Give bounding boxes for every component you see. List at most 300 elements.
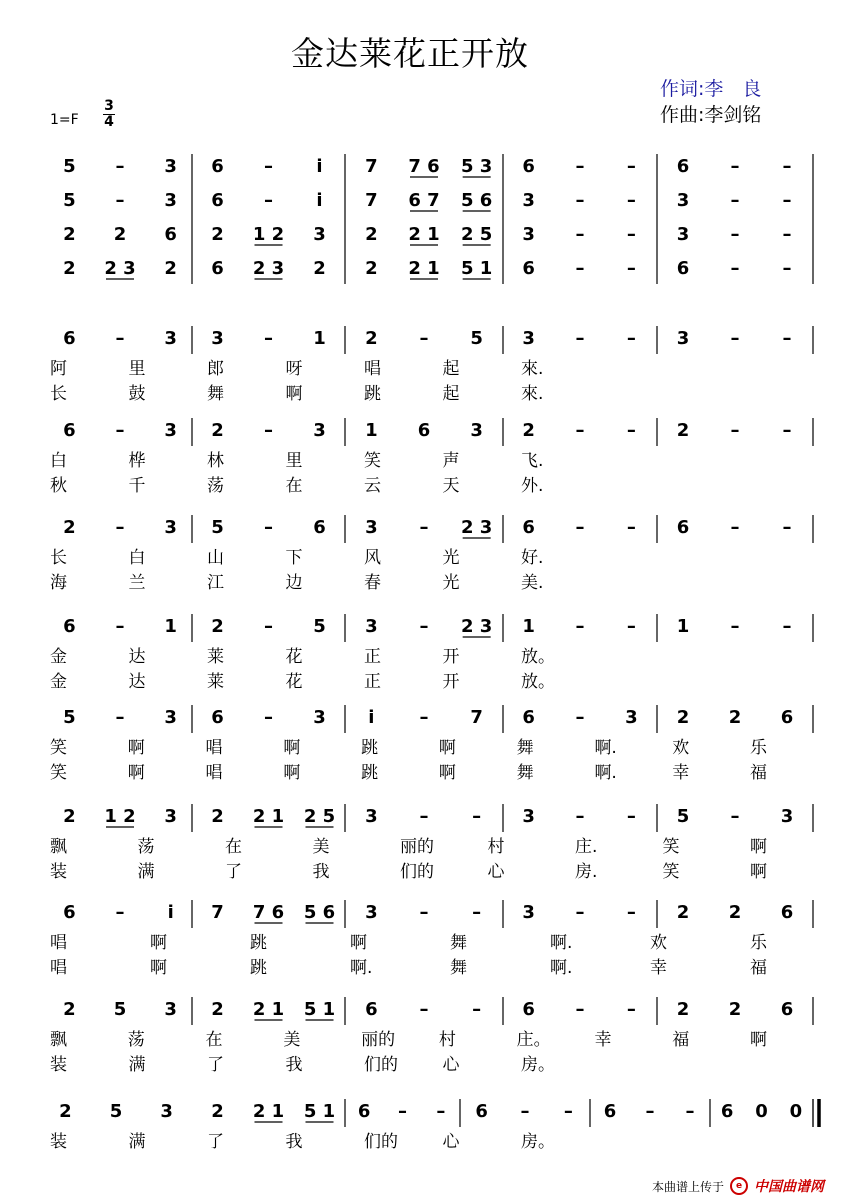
lyric-syllable: 啊 <box>150 933 167 953</box>
note: 6 <box>780 902 794 923</box>
lyric-syllable: 乐 <box>750 738 767 758</box>
note: 2 <box>211 806 224 827</box>
lyric-syllable: 跳 <box>364 384 381 404</box>
lyric-syllable: 边 <box>285 573 303 593</box>
lyric-syllable: 天 <box>442 476 460 496</box>
lyric-syllable: 荡 <box>137 837 155 857</box>
note: – <box>575 420 585 441</box>
note: 6 <box>676 517 690 538</box>
note: – <box>563 1101 573 1122</box>
note: – <box>575 328 585 349</box>
lyric-syllable: 正 <box>364 672 381 692</box>
note: 3 <box>211 328 224 349</box>
lyric-syllable: 來. <box>521 384 544 404</box>
note: 2 5 <box>461 224 493 245</box>
note: – <box>264 420 273 441</box>
lyric-syllable: 长 <box>50 384 67 404</box>
note: 2 3 <box>104 258 136 279</box>
lyric-syllable: 舞 <box>450 933 467 953</box>
lyric-syllable: 笑 <box>50 738 67 758</box>
note: – <box>115 328 125 349</box>
note: 3 <box>313 224 326 245</box>
lyric-syllable: 飘 <box>50 1030 67 1050</box>
key-signature: 1=F <box>50 112 79 128</box>
lyric-syllable: 唱 <box>50 958 67 978</box>
lyric-syllable: 长 <box>50 548 67 568</box>
note: 5 <box>63 190 76 211</box>
lyric-syllable: 放。 <box>521 647 555 667</box>
lyric-syllable: 声 <box>442 451 460 471</box>
note: – <box>115 190 125 211</box>
lyric-syllable: 啊 <box>438 738 456 758</box>
note: – <box>419 328 429 349</box>
footer-text: 本曲谱上传于 <box>652 1179 725 1194</box>
lyric-syllable: 美 <box>283 1030 301 1050</box>
lyric-syllable: 放。 <box>521 672 555 692</box>
lyric-syllable: 光 <box>442 548 460 568</box>
lyric-syllable: 千 <box>128 476 146 496</box>
note: – <box>115 902 125 923</box>
lyric-syllable: 飞. <box>521 451 544 471</box>
note: 5 <box>63 156 76 177</box>
note: – <box>575 806 585 827</box>
note: – <box>472 902 482 923</box>
lyric-syllable: 幸 <box>672 763 690 783</box>
note: 6 <box>365 999 378 1020</box>
note: 5 <box>470 328 483 349</box>
note: 0 <box>789 1101 803 1122</box>
lyric-syllable: 下 <box>285 548 303 568</box>
lyric-syllable: 林 <box>207 451 224 471</box>
note: 3 <box>365 902 378 923</box>
note: 5 1 <box>303 1101 336 1122</box>
note: 7 <box>365 190 378 211</box>
note: 6 <box>780 707 794 728</box>
lyric-syllable: 金 <box>50 672 67 692</box>
lyric-syllable: 跳 <box>250 958 267 978</box>
note: 2 <box>211 224 224 245</box>
note: 2 <box>63 258 76 279</box>
note: 5 <box>211 517 224 538</box>
note: 2 1 <box>252 806 285 827</box>
lyric-syllable: 荡 <box>207 476 224 496</box>
note: 6 <box>780 999 794 1020</box>
lyric-syllable: 啊. <box>594 738 617 758</box>
note: 2 <box>211 999 224 1020</box>
note: – <box>264 328 273 349</box>
note: 3 <box>625 707 638 728</box>
note: – <box>115 420 125 441</box>
lyric-syllable: 欢 <box>672 738 690 758</box>
note: – <box>419 999 429 1020</box>
note: 2 <box>676 420 690 441</box>
note: 2 <box>676 902 690 923</box>
lyric-syllable: 春 <box>364 573 381 593</box>
lyric-syllable: 跳 <box>361 763 379 783</box>
lyric-syllable: 福 <box>672 1030 690 1050</box>
note: – <box>398 1101 407 1122</box>
note: 3 <box>313 707 326 728</box>
note: 3 <box>164 806 177 827</box>
note: i <box>167 902 174 923</box>
lyric-syllable: 啊 <box>127 738 145 758</box>
note: 5 6 <box>461 190 493 211</box>
note: 2 <box>63 224 76 245</box>
lyric-syllable: 白 <box>128 548 146 568</box>
note: 6 <box>211 190 224 211</box>
note: 1 <box>313 328 326 349</box>
note: – <box>626 517 636 538</box>
note: 3 <box>313 420 326 441</box>
lyric-syllable: 郎 <box>207 359 224 379</box>
note: 3 <box>676 190 690 211</box>
lyric-syllable: 笑 <box>364 451 381 471</box>
note: 2 1 <box>252 999 285 1020</box>
lyric-syllable: 装 <box>50 1132 67 1152</box>
note: 2 <box>676 707 690 728</box>
note: 3 <box>365 806 378 827</box>
lyric-syllable: 啊 <box>285 384 303 404</box>
lyric-syllable: 起 <box>442 359 460 379</box>
lyric-syllable: 庄. <box>575 837 598 857</box>
lyric-syllable: 金 <box>50 647 67 667</box>
note: – <box>115 156 125 177</box>
note: – <box>730 258 740 279</box>
lyric-syllable: 丽的 <box>361 1030 396 1050</box>
note: – <box>575 902 585 923</box>
lyric-syllable: 在 <box>285 476 303 496</box>
note: – <box>472 806 482 827</box>
note: 3 <box>164 999 177 1020</box>
note: 3 <box>164 420 177 441</box>
lyric-syllable: 开 <box>442 672 460 692</box>
note: 3 <box>164 707 177 728</box>
lyric-syllable: 啊. <box>594 763 617 783</box>
note: 5 <box>676 806 690 827</box>
lyric-syllable: 啊 <box>750 862 767 882</box>
note: 6 <box>676 156 690 177</box>
note: 2 <box>365 328 378 349</box>
note: 6 <box>475 1101 488 1122</box>
note: 6 <box>211 258 224 279</box>
note: – <box>730 616 740 637</box>
note: 6 <box>522 999 535 1020</box>
lyric-syllable: 跳 <box>250 933 267 953</box>
note: – <box>730 517 740 538</box>
lyric-syllable: 啊 <box>750 1030 767 1050</box>
note: – <box>626 224 636 245</box>
lyric-syllable: 啊 <box>283 763 301 783</box>
note: 0 <box>755 1101 768 1122</box>
note: 5 <box>113 999 127 1020</box>
lyric-syllable: 啊 <box>283 738 301 758</box>
lyric-syllable: 啊. <box>550 933 573 953</box>
note: 6 <box>211 156 224 177</box>
note: 5 1 <box>461 258 493 279</box>
lyric-syllable: 花 <box>285 647 303 667</box>
note: – <box>782 616 792 637</box>
lyric-syllable: 阿 <box>50 359 67 379</box>
note: – <box>782 420 792 441</box>
lyric-syllable: 心 <box>442 1132 460 1152</box>
lyric-syllable: 光 <box>442 573 460 593</box>
note: 2 1 <box>408 224 440 245</box>
lyric-syllable: 啊 <box>438 763 456 783</box>
note: 2 <box>59 1101 72 1122</box>
note: 2 <box>728 707 742 728</box>
note: 2 <box>522 420 535 441</box>
lyric-syllable: 我 <box>312 862 330 882</box>
lyric-syllable: 山 <box>207 548 224 568</box>
note: 1 2 <box>104 806 136 827</box>
note: – <box>782 328 792 349</box>
note: 6 <box>357 1101 371 1122</box>
lyric-syllable: 达 <box>128 647 146 667</box>
lyric-syllable: 房。 <box>521 1132 555 1152</box>
note: 2 <box>313 258 326 279</box>
note: – <box>419 517 429 538</box>
note: 1 2 <box>252 224 285 245</box>
note: – <box>436 1101 446 1122</box>
note: 3 <box>780 806 794 827</box>
note: 3 <box>164 190 177 211</box>
note: – <box>730 224 740 245</box>
note: – <box>645 1101 655 1122</box>
lyric-syllable: 装 <box>50 1055 67 1075</box>
note: – <box>626 328 636 349</box>
note: 3 <box>470 420 483 441</box>
lyric-syllable: 啊 <box>750 837 767 857</box>
lyric-syllable: 乐 <box>750 933 767 953</box>
lyric-syllable: 啊 <box>127 763 145 783</box>
note: – <box>626 806 636 827</box>
note: – <box>626 420 636 441</box>
lyric-syllable: 丽的 <box>400 837 434 857</box>
note: – <box>264 517 273 538</box>
note: – <box>575 517 585 538</box>
note: 2 <box>365 224 378 245</box>
lyric-syllable: 庄。 <box>516 1030 551 1050</box>
note: – <box>626 190 636 211</box>
lyric-syllable: 幸 <box>650 958 667 978</box>
lyric-syllable: 房。 <box>521 1055 555 1075</box>
lyric-syllable: 花 <box>285 672 303 692</box>
note: 5 <box>63 707 76 728</box>
lyric-syllable: 开 <box>442 647 460 667</box>
note: 3 <box>365 517 378 538</box>
note: 2 3 <box>461 517 493 538</box>
lyric-syllable: 唱 <box>50 933 67 953</box>
note: i <box>368 707 375 728</box>
lyric-syllable: 满 <box>128 1055 146 1075</box>
note: 3 <box>522 806 535 827</box>
note: – <box>730 190 740 211</box>
note: – <box>626 616 636 637</box>
upload-footer <box>652 1176 824 1196</box>
note: – <box>264 190 273 211</box>
lyric-syllable: 桦 <box>128 451 146 471</box>
note: – <box>115 517 125 538</box>
lyric-syllable: 美 <box>312 837 330 857</box>
note: 2 <box>211 616 224 637</box>
lyric-syllable: 风 <box>364 548 381 568</box>
note: 6 <box>720 1101 734 1122</box>
note: – <box>730 156 740 177</box>
lyric-syllable: 跳 <box>361 738 379 758</box>
note: – <box>115 616 125 637</box>
lyric-syllable: 好. <box>521 548 544 568</box>
lyric-syllable: 啊. <box>350 958 373 978</box>
note: – <box>626 156 636 177</box>
lyric-syllable: 笑 <box>662 837 680 857</box>
lyricist-credit: 作词:李 良 <box>660 78 762 100</box>
note: 3 <box>676 328 690 349</box>
note: – <box>520 1101 530 1122</box>
note: 6 <box>313 517 326 538</box>
note: 1 <box>365 420 378 441</box>
note: – <box>575 258 585 279</box>
lyric-syllable: 了 <box>225 862 242 882</box>
note: i <box>316 156 323 177</box>
note: – <box>575 616 585 637</box>
note: 2 <box>113 224 127 245</box>
lyric-syllable: 鼓 <box>128 384 146 404</box>
note: 3 <box>522 328 535 349</box>
note: 5 6 <box>303 902 336 923</box>
note: 2 <box>676 999 690 1020</box>
lyric-syllable: 在 <box>225 837 242 857</box>
lyric-syllable: 们的 <box>400 862 434 882</box>
note: 2 <box>63 999 76 1020</box>
note: 6 <box>63 902 76 923</box>
lyric-syllable: 笑 <box>662 862 680 882</box>
note: 3 <box>522 902 535 923</box>
lyric-syllable: 心 <box>442 1055 460 1075</box>
lyric-syllable: 兰 <box>128 573 146 593</box>
note: 3 <box>365 616 378 637</box>
note: – <box>782 190 792 211</box>
time-signature-bottom: 4 <box>104 114 114 130</box>
note: 2 1 <box>408 258 440 279</box>
note: – <box>575 707 585 728</box>
lyric-syllable: 起 <box>442 384 460 404</box>
site-name: 中国曲谱网 <box>754 1179 825 1195</box>
note: – <box>419 902 429 923</box>
note: 3 <box>522 190 535 211</box>
note: – <box>575 999 585 1020</box>
lyric-syllable: 飘 <box>50 837 67 857</box>
lyric-syllable: 莱 <box>207 647 224 667</box>
note: 6 <box>63 328 76 349</box>
note: 3 <box>164 156 177 177</box>
note: 3 <box>164 328 177 349</box>
lyric-syllable: 舞 <box>516 738 534 758</box>
note: – <box>419 616 429 637</box>
note: 6 <box>63 420 76 441</box>
note: 7 <box>470 707 483 728</box>
song-title: 金达莱花正开放 <box>291 34 529 73</box>
lyric-syllable: 云 <box>364 476 381 496</box>
lyric-syllable: 们的 <box>364 1132 398 1152</box>
note: 6 <box>211 707 224 728</box>
note: 7 6 <box>252 902 285 923</box>
note: 6 <box>522 156 535 177</box>
lyric-syllable: 里 <box>128 359 146 379</box>
lyric-syllable: 里 <box>285 451 303 471</box>
note: 6 <box>522 517 535 538</box>
note: – <box>730 806 740 827</box>
note: 3 <box>522 224 535 245</box>
lyric-syllable: 舞 <box>516 763 534 783</box>
note: – <box>472 999 482 1020</box>
note: – <box>685 1101 695 1122</box>
note: 6 <box>164 224 177 245</box>
note: 1 <box>164 616 177 637</box>
note: 6 <box>522 258 535 279</box>
lyric-syllable: 福 <box>750 958 767 978</box>
lyric-syllable: 满 <box>137 862 155 882</box>
note: 7 <box>211 902 224 923</box>
lyric-syllable: 荡 <box>127 1030 145 1050</box>
note: 5 <box>109 1101 123 1122</box>
note: – <box>419 806 429 827</box>
note: 2 <box>211 1101 224 1122</box>
note: – <box>626 258 636 279</box>
note: 2 <box>63 806 76 827</box>
note: 1 <box>676 616 690 637</box>
lyric-syllable: 房. <box>575 862 598 882</box>
lyric-syllable: 秋 <box>50 476 67 496</box>
note: 7 <box>365 156 378 177</box>
lyric-syllable: 舞 <box>207 384 224 404</box>
lyric-syllable: 心 <box>487 862 505 882</box>
note: – <box>419 707 429 728</box>
note: – <box>782 224 792 245</box>
note: – <box>115 707 125 728</box>
note: – <box>264 616 273 637</box>
note: 3 <box>676 224 690 245</box>
lyric-syllable: 啊 <box>350 933 367 953</box>
lyric-syllable: 唱 <box>205 738 223 758</box>
lyric-syllable: 啊. <box>550 958 573 978</box>
lyric-syllable: 村 <box>438 1030 456 1050</box>
note: 2 <box>728 999 742 1020</box>
lyric-syllable: 幸 <box>594 1030 612 1050</box>
lyric-syllable: 江 <box>207 573 224 593</box>
lyric-syllable: 了 <box>207 1132 224 1152</box>
note: 6 <box>522 707 535 728</box>
note: 2 1 <box>252 1101 285 1122</box>
lyric-syllable: 笑 <box>50 763 67 783</box>
note: 3 <box>164 517 177 538</box>
note: 6 <box>417 420 431 441</box>
note: 5 1 <box>303 999 336 1020</box>
note: 6 <box>603 1101 617 1122</box>
lyric-syllable: 呀 <box>285 359 303 379</box>
lyric-syllable: 装 <box>50 862 67 882</box>
lyric-syllable: 唱 <box>205 763 223 783</box>
note: – <box>782 258 792 279</box>
note: 2 <box>728 902 742 923</box>
note: i <box>316 190 323 211</box>
lyric-syllable: 在 <box>205 1030 223 1050</box>
note: 6 7 <box>408 190 440 211</box>
note: 1 <box>522 616 535 637</box>
note: 2 3 <box>461 616 493 637</box>
lyric-syllable: 外. <box>521 476 544 496</box>
lyric-syllable: 唱 <box>364 359 381 379</box>
note: 3 <box>160 1101 173 1122</box>
